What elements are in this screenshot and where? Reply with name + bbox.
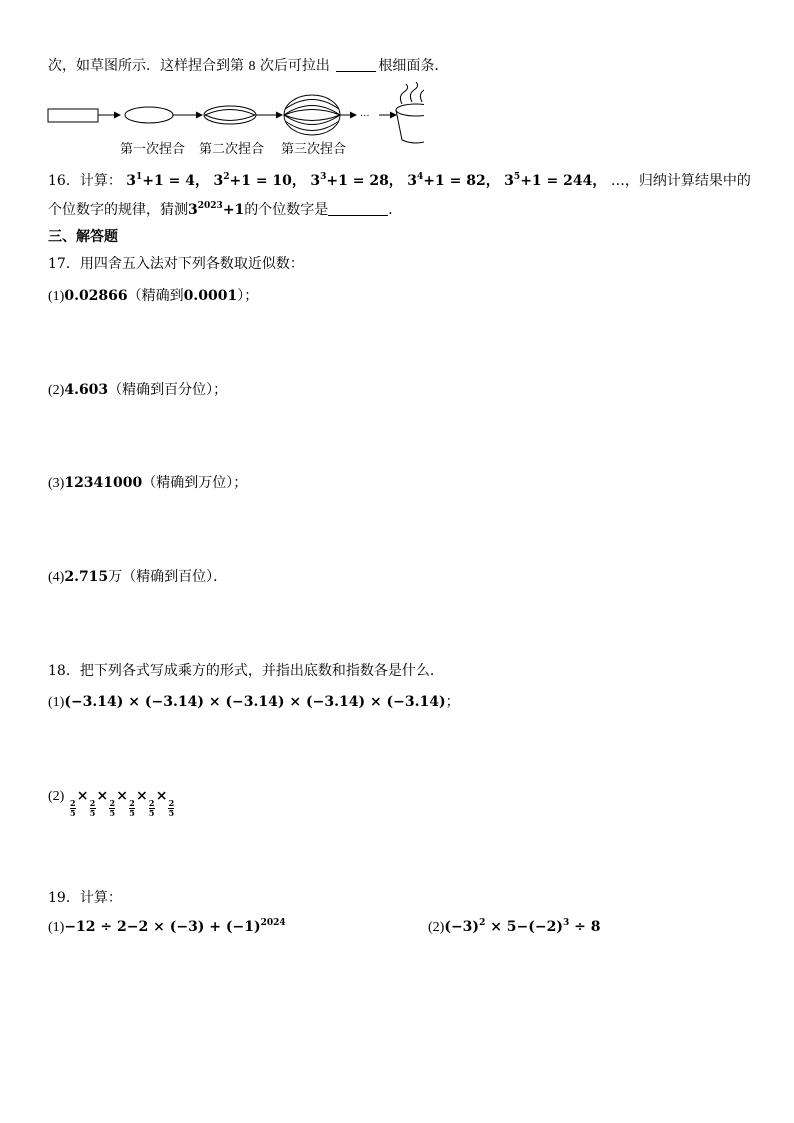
q19-part-1: $(1)-12 \div 2-2 \times (-3) + (-1)^{2024}$ [48,918,286,935]
q15-number: 8 [248,59,256,74]
q16-item-1: $3^1+1 = 4$， [126,172,209,189]
times-sign: × [116,788,128,804]
q17-stem: 17．用四舍五入法对下列各数取近似数： [48,256,304,272]
q15-text: 次，如草图所示．这样捏合到第 [48,58,244,74]
q18-part-2: (2) $\frac{2}{5}$ × $\frac{2}{5}$ × $\frac{2}{5}$ × $\frac{2}{5}$ × $\frac{2}{5}$ × $\frac{2}{5}$ [48,788,175,818]
fold-1-ellipse [125,107,173,123]
steam-lines [400,82,424,104]
q16-item-2: $3^2+1 = 10$， [213,172,306,189]
fraction-two-fifths: $\frac{2}{5}$ [148,798,155,818]
q16-item-5: $3^5+1 = 244$， [504,172,607,189]
fraction-two-fifths: $\frac{2}{5}$ [89,798,96,818]
q16-line2-text: 个位数字的规律，猜测 [48,202,188,218]
times-sign: × [96,788,109,804]
ellipsis-dots: ··· [360,111,370,122]
caption-fold-2: 第二次捏合 [199,142,265,157]
q15-tail-line [48,55,448,75]
fold-2-ellipse [204,106,256,124]
q16-item-3: $3^3+1 = 28$， [310,172,403,189]
q16-tail: …，归纳计算结果中的 [610,173,751,189]
q15-text-mid: 次后可拉出 [259,58,330,74]
bowl-body [396,110,424,143]
q19-part-2: $(2)(-3)^2 \times 5-(-2)^3 \div 8$ [428,918,601,935]
q17-part-4: (4)2.715万（精确到百位）． [48,569,228,585]
caption-fold-1: 第一次捏合 [120,142,186,157]
dough-block [48,109,98,122]
q15-answer-blank[interactable] [336,59,376,72]
q16-line2: 个位数字的规律，猜测$3^{2023}+1$的个位数字是 ． [48,201,403,218]
q19-stem: 19．计算： [48,890,122,906]
caption-fold-3: 第三次捏合 [281,142,347,157]
q16-item-4: $3^4+1 = 82$， [407,172,500,189]
times-sign: × [76,788,89,804]
q16-line2-after: 的个位数字是 [244,202,329,218]
q17-part-3: (3)12341000（精确到万位）； [48,475,248,491]
q18-stem: 18．把下列各式写成乘方的形式，并指出底数和指数各是什么． [48,663,444,679]
q18-part-1: (1)(−3.14) × (−3.14) × (−3.14) × (−3.14) × (−3.14)； [48,694,460,710]
q16-answer-blank[interactable] [328,203,388,216]
q15-text-end: 根细面条． [378,58,449,74]
q16-guess: $3^{2023}+1$ [188,201,245,218]
q16-label: 16．计算： [48,173,122,189]
fraction-two-fifths: $\frac{2}{5}$ [168,798,175,818]
q17-part-1: (1)0.02866（精确到0.0001）； [48,288,259,304]
times-sign: × [135,788,148,804]
fraction-two-fifths: $\frac{2}{5}$ [69,798,76,818]
section-heading: 三、解答题 [48,229,118,245]
q16-line1 [48,170,751,190]
fold-3-ball [284,95,340,135]
times-sign: × [155,788,168,804]
fraction-two-fifths: $\frac{2}{5}$ [129,798,135,818]
q17-part-2: (2)4.603（精确到百分位）； [48,382,228,398]
fraction-two-fifths: $\frac{2}{5}$ [109,798,116,818]
bowl-rim [396,104,424,116]
